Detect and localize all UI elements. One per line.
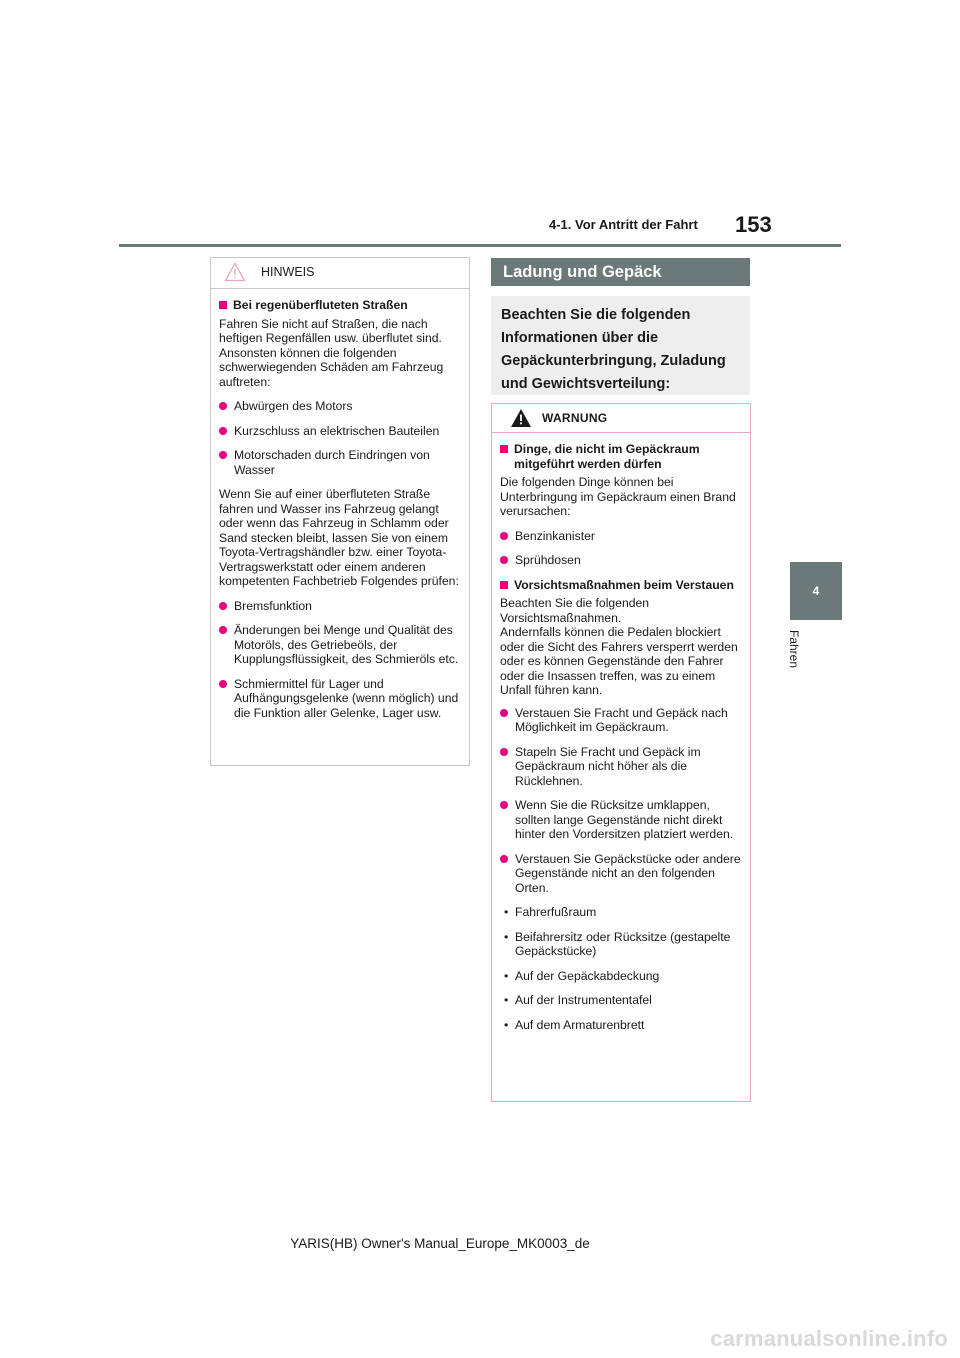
sub-list-item: • Fahrerfußraum xyxy=(504,905,597,919)
list-item: Schmiermittel für Lager und Aufhängungsgelenke (wenn möglich) und die Funktion aller Gelenke, Lager usw. xyxy=(219,677,461,721)
square-bullet-icon xyxy=(500,581,508,589)
list-item: Benzinkanister xyxy=(500,529,742,544)
bullet-dot-icon xyxy=(219,602,227,610)
warnung-title: WARNUNG xyxy=(542,411,608,425)
warnung-body xyxy=(492,433,750,1032)
hinweis-box xyxy=(210,257,470,766)
footer xyxy=(0,1236,960,1251)
bullet-dot-icon xyxy=(500,748,508,756)
list-item: Sprühdosen xyxy=(500,553,742,568)
caution-outline-icon xyxy=(224,262,246,282)
chapter-tab xyxy=(790,562,842,620)
watermark xyxy=(0,1326,960,1358)
bullet-dot-icon xyxy=(500,855,508,863)
list-item: Kurzschluss an elektrischen Bauteilen xyxy=(219,424,461,439)
hinweis-heading: Bei regenüberfluteten Straßen xyxy=(219,298,461,313)
list-item: Verstauen Sie Fracht und Gepäck nach Möglichkeit im Gepäckraum. xyxy=(500,706,742,735)
warnung-text-2b: Andernfalls können die Pedalen blockiert oder die Sicht des Fahrers versperrt werden oder es können Gegenstände den Fahrer oder die Insassen treffen, was zu einem Unfall führen kann. xyxy=(500,625,738,697)
chapter-number: 4 xyxy=(812,584,820,598)
warnung-text-1: Die folgenden Dinge können bei Unterbringung im Gepäckraum einen Brand verursachen: xyxy=(500,475,736,518)
hinweis-paragraph: Wenn Sie auf einer überfluteten Straße fahren und Wasser ins Fahrzeug gelangt oder wenn das Fahrzeug in Schlamm oder Sand stecken bleibt, lassen Sie von einem Toyota-Vertragshändler bzw. einer Toyota-Vertragswerkstatt oder einem anderen kompetenten Fachbetrieb Folgendes prüfen: xyxy=(219,487,459,588)
warning-icon xyxy=(510,408,532,428)
watermark-text: carmanualsonline.info xyxy=(710,1326,948,1351)
chapter-label xyxy=(787,630,803,690)
list-item: Motorschaden durch Eindringen von Wasser xyxy=(219,448,461,477)
sub-list-item: • Auf dem Armaturenbrett xyxy=(504,1017,645,1032)
bullet-dot-icon xyxy=(500,801,508,809)
section-intro: Beachten Sie die folgenden Informationen über die Gepäckunterbringung, Zuladung und Gewichtsverteilung: xyxy=(491,296,750,395)
hinweis-intro: Fahren Sie nicht auf Straßen, die nach heftigen Regenfällen usw. überflutet sind. Ansonsten können die folgenden schwerwiegenden Schäden am Fahrzeug auftreten: xyxy=(219,316,444,389)
hinweis-title: HINWEIS xyxy=(261,265,315,279)
list-item: Abwürgen des Motors xyxy=(219,399,461,414)
chapter-label-text: Fahren xyxy=(787,630,801,669)
bullet-dot-icon xyxy=(219,451,227,459)
bullet-dot-icon xyxy=(219,626,227,634)
square-bullet-icon xyxy=(219,301,227,309)
page-number: 153 xyxy=(735,212,772,237)
list-item: Stapeln Sie Fracht und Gepäck im Gepäckraum nicht höher als die Rücklehnen. xyxy=(500,745,742,789)
warnung-box xyxy=(491,403,751,1102)
square-bullet-icon xyxy=(500,445,508,453)
header-rule xyxy=(119,244,841,247)
warnung-header xyxy=(492,404,750,433)
bullet-dot-icon xyxy=(500,556,508,564)
sub-list-item: • Auf der Gepäckabdeckung xyxy=(504,968,660,983)
warnung-text-2a: Beachten Sie die folgenden Vorsichtsmaßnahmen. xyxy=(500,596,650,625)
footer-text: YARIS(HB) Owner's Manual_Europe_MK0003_de xyxy=(290,1236,590,1251)
section-header: 4-1. Vor Antritt der Fahrt xyxy=(549,217,698,232)
list-item: Bremsfunktion xyxy=(219,599,461,614)
section-title: Ladung und Gepäck xyxy=(491,258,750,286)
bullet-dot-icon xyxy=(219,427,227,435)
bullet-dot-icon xyxy=(500,709,508,717)
bullet-dot-icon xyxy=(500,532,508,540)
sub-list-item: • Beifahrersitz oder Rücksitze (gestapelte Gepäckstücke) xyxy=(504,929,731,958)
list-item: Änderungen bei Menge und Qualität des Motoröls, des Getriebeöls, der Kupplungsflüssigkeit, des Schmieröls etc. xyxy=(219,623,461,667)
hinweis-header xyxy=(211,258,469,289)
list-item: Verstauen Sie Gepäckstücke oder andere Gegenstände nicht an den folgenden Orten. xyxy=(500,852,742,896)
list-item: Wenn Sie die Rücksitze umklappen, sollten lange Gegenstände nicht direkt hinter den Vordersitzen platziert werden. xyxy=(500,798,742,842)
sub-list-item: • Auf der Instrumententafel xyxy=(504,993,652,1007)
bullet-dot-icon xyxy=(219,680,227,688)
bullet-dot-icon xyxy=(219,402,227,410)
hinweis-body xyxy=(211,289,469,720)
warnung-heading-2: Vorsichtsmaßnahmen beim Verstauen xyxy=(500,578,742,593)
warnung-heading-1: Dinge, die nicht im Gepäckraum mitgeführt werden dürfen xyxy=(500,442,742,471)
